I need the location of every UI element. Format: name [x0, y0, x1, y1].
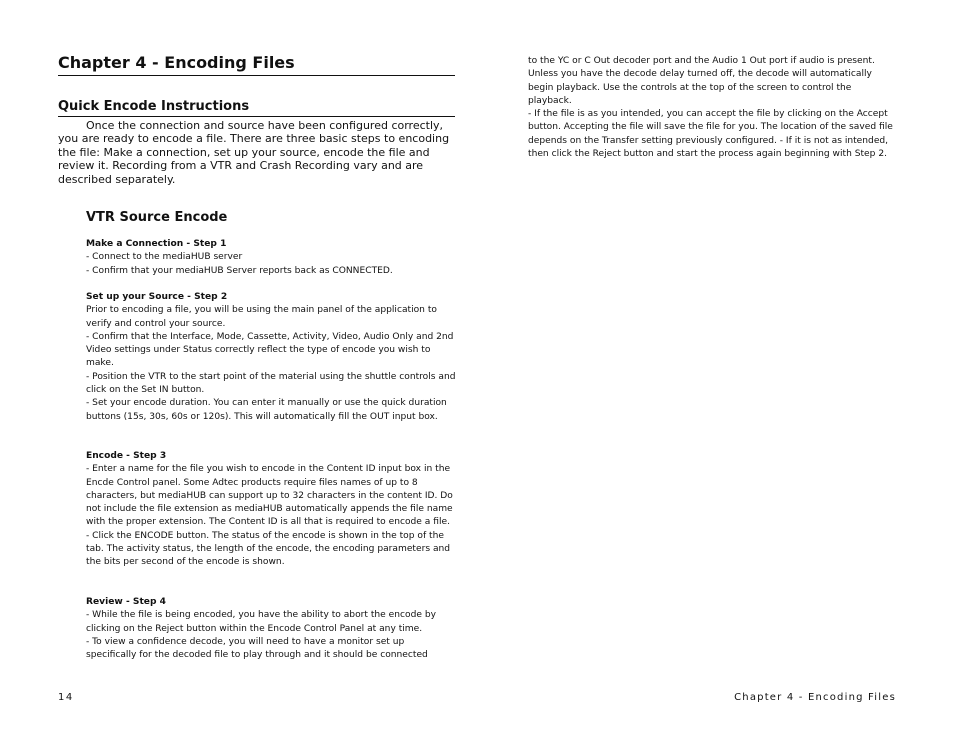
step-4-heading: Review - Step 4	[86, 597, 166, 607]
step-4-paragraph: - While the file is being encoded, you have the ability to abort the encode by clicking on the Reject button within the Encode Control Panel at any time.	[86, 610, 436, 634]
step-2-paragraph: Prior to encoding a file, you will be using the main panel of the application to verify and control your source.	[86, 305, 437, 329]
step-4-block	[86, 596, 456, 662]
right-column-paragraph: - If the file is as you intended, you can accept the file by clicking on the Accept button. Accepting the file will save the file for you. The location of the saved file depends on the Transfer setting previously configured. - If it is not as intended, then click the Reject button and start the process again beginning with Step 2.	[528, 109, 893, 160]
section-title: Quick Encode Instructions	[58, 98, 455, 117]
intro-text: Once the connection and source have been configured correctly, you are ready to encode a file. There are three basic steps to encoding the file: Make a connection, set up your source, encode the file and review it. Recording from a VTR and Crash Recording vary and are described separately.	[58, 119, 450, 186]
chapter-title: Chapter 4 - Encoding Files	[58, 53, 455, 76]
vtr-source-encode-title: VTR Source Encode	[86, 210, 228, 225]
step-2-paragraph: - Set your encode duration. You can enter it manually or use the quick duration buttons (15s, 30s, 60s or 120s). This will automatically fill the OUT input box.	[86, 398, 447, 422]
right-column	[528, 55, 898, 161]
step-2-paragraph: - Position the VTR to the start point of the material using the shuttle controls and click on the Set IN button.	[86, 371, 456, 396]
step-2-heading: Set up your Source - Step 2	[86, 292, 228, 302]
intro-paragraph	[58, 119, 455, 186]
step-1-line: - Connect to the mediaHUB server	[86, 252, 243, 263]
step-3-heading: Encode - Step 3	[86, 451, 167, 461]
step-3-paragraph: - Enter a name for the file you wish to encode in the Content ID input box in the Encde Control panel. Some Adtec products require files names of up to 8 characters, but mediaHUB can support up to 32 characters in the content ID. Do not include the file extension as mediaHUB automatically appends the file name with the proper extension. The Content ID is all that is required to encode a file.	[86, 464, 453, 528]
step-3-paragraph: - Click the ENCODE button. The status of the encode is shown in the top of the tab. The activity status, the length of the encode, the encoding parameters and the bits per second of the encode is shown.	[86, 530, 451, 568]
right-column-paragraph: to the YC or C Out decoder port and the Audio 1 Out port if audio is present. Unless you have the decode delay turned off, the decode will automatically begin playback. Use the controls at the top of the screen to control the playback.	[528, 56, 875, 106]
step-1-line: - Confirm that your mediaHUB Server reports back as CONNECTED.	[86, 265, 393, 276]
step-2-block	[86, 291, 456, 424]
step-4-paragraph: - To view a confidence decode, you will need to have a monitor set up specifically for the decoded file to play through and it should be connected	[86, 636, 428, 661]
step-1-block	[86, 238, 456, 278]
step-3-block	[86, 450, 456, 570]
step-2-paragraph: - Confirm that the Interface, Mode, Cassette, Activity, Video, Audio Only and 2nd Video settings under Status correctly reflect the type of encode you wish to make.	[86, 331, 454, 369]
page-number: 14	[58, 692, 74, 703]
footer-chapter-label: Chapter 4 - Encoding Files	[734, 692, 896, 703]
step-1-heading: Make a Connection - Step 1	[86, 239, 227, 249]
